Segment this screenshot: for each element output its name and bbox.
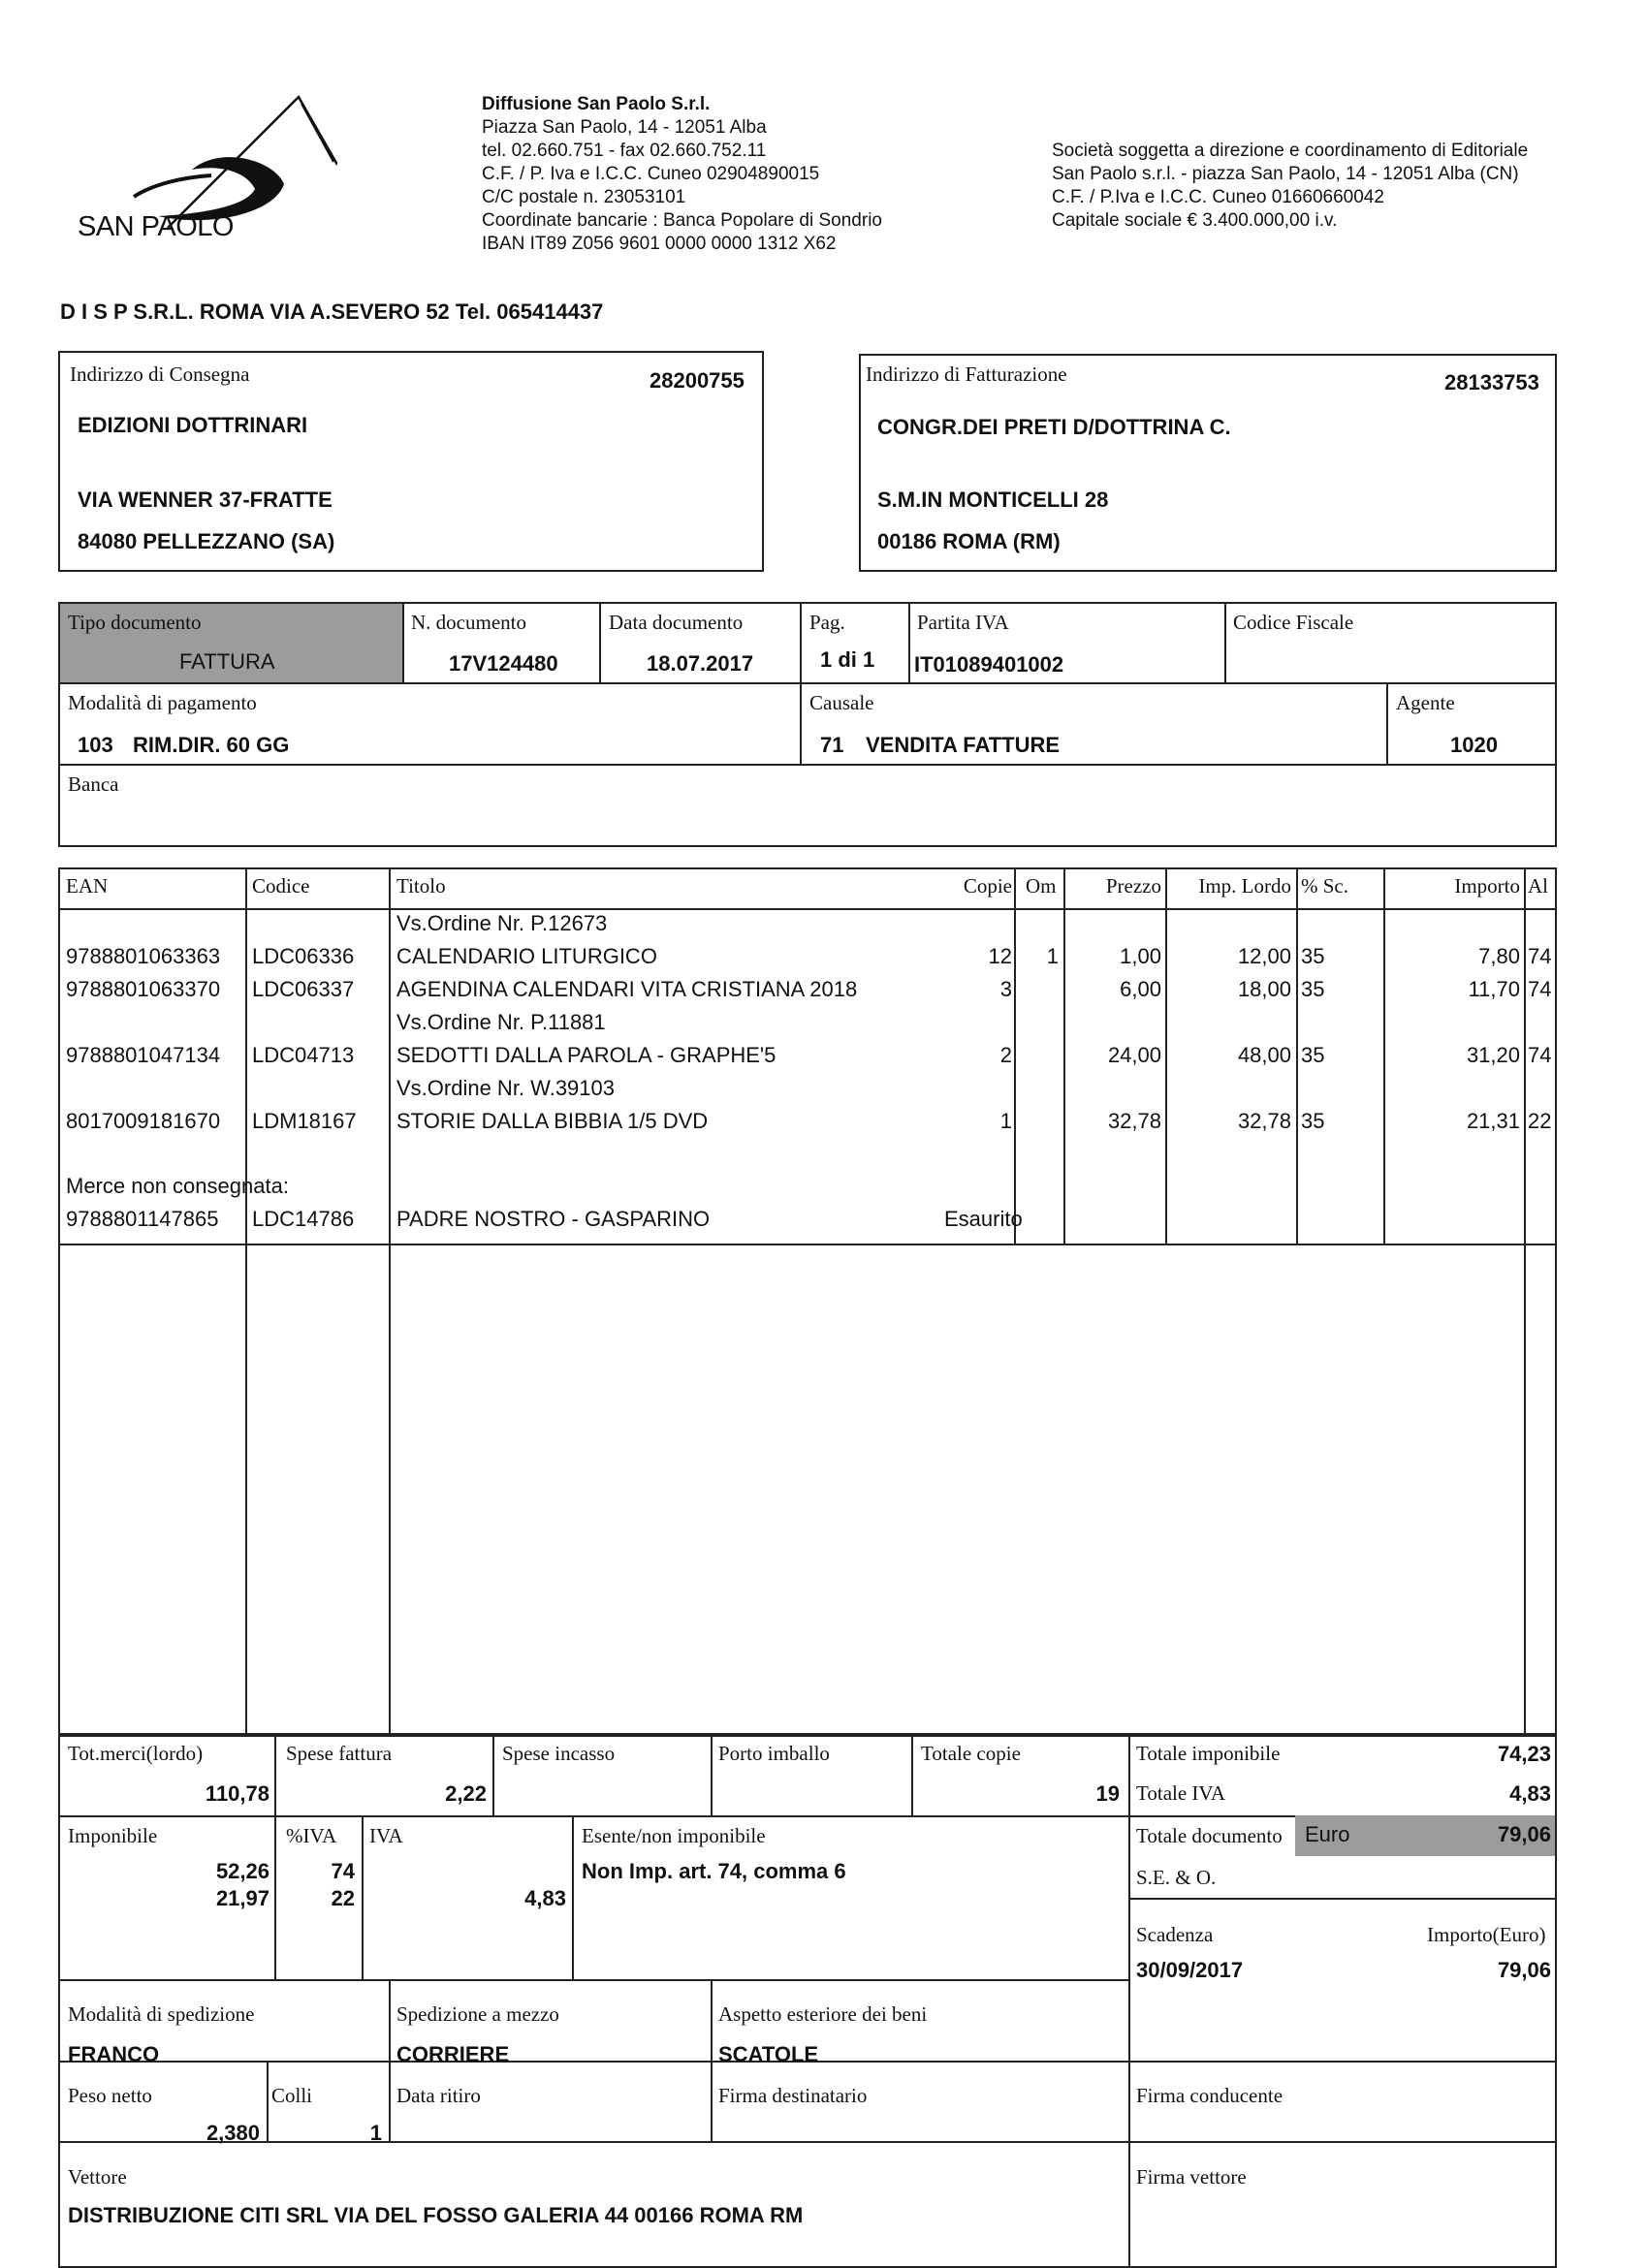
gross-total-value: 110,78	[205, 1781, 269, 1806]
cell-ean: 9788801063363	[66, 944, 221, 968]
exempt-label: Esente/non imponibile	[582, 1824, 766, 1847]
gross-total-label: Tot.merci(lordo)	[68, 1742, 204, 1765]
cell-gross: 18,00	[1237, 977, 1291, 1001]
header-gross: Imp. Lordo	[1198, 874, 1291, 898]
header-al: Al	[1528, 874, 1548, 898]
cell-disc: 35	[1301, 1109, 1325, 1133]
cell-title: Vs.Ordine Nr. W.39103	[396, 1076, 615, 1100]
packages-label: Colli	[271, 2084, 313, 2107]
group-line: C.F. / P.Iva e I.C.C. Cuneo 01660660042	[1052, 187, 1384, 207]
logo-text: SAN PAOLO	[78, 211, 234, 242]
cell-copies: 12	[988, 944, 1012, 968]
cell-title: AGENDINA CALENDARI VITA CRISTIANA 2018	[396, 977, 858, 1001]
cell-ean: 9788801047134	[66, 1043, 221, 1067]
shipping-mode-label: Modalità di spedizione	[68, 2002, 255, 2026]
shipping-via-label: Spedizione a mezzo	[396, 2002, 559, 2026]
vat-total-value: 4,83	[1509, 1781, 1551, 1806]
cell-copies: 1	[999, 1109, 1012, 1133]
header-code: Codice	[252, 874, 310, 898]
bank-label: Banca	[68, 772, 119, 796]
cell-price: 6,00	[1120, 977, 1161, 1001]
billing-label: Indirizzo di Fatturazione	[866, 362, 1067, 386]
page-label: Pag.	[809, 611, 845, 634]
currency-label: Euro	[1305, 1822, 1350, 1846]
cell-code: LDC04713	[252, 1043, 355, 1067]
carrier-value: DISTRIBUZIONE CITI SRL VIA DEL FOSSO GALERIA 44 00166 ROMA RM	[68, 2203, 804, 2227]
cell-al: 22	[1528, 1109, 1552, 1133]
due-date-value: 30/09/2017	[1136, 1958, 1244, 1982]
cell-disc: 35	[1301, 1043, 1325, 1067]
doc-date-value: 18.07.2017	[647, 651, 754, 676]
group-line: Società soggetta a direzione e coordinamento di Editoriale	[1052, 141, 1529, 161]
carrier-signature-label: Firma vettore	[1136, 2165, 1247, 2189]
company-line: C.F. / P. Iva e I.C.C. Cuneo 02904890015	[482, 164, 820, 184]
delivery-label: Indirizzo di Consegna	[70, 362, 250, 386]
cause-label: Causale	[809, 691, 874, 714]
recipient-signature-label: Firma destinatario	[718, 2084, 868, 2107]
company-line: Piazza San Paolo, 14 - 12051 Alba	[482, 117, 767, 138]
cell-title: STORIE DALLA BIBBIA 1/5 DVD	[396, 1109, 709, 1133]
due-amount-value: 79,06	[1497, 1958, 1551, 1982]
company-name: Diffusione San Paolo S.r.l.	[482, 94, 711, 114]
header-title: Titolo	[396, 874, 446, 898]
company-line: C/C postale n. 23053101	[482, 187, 686, 207]
cause-code: 71	[820, 733, 844, 757]
cell-amount: 11,70	[1468, 977, 1520, 1001]
cell-copies: 2	[999, 1043, 1012, 1067]
header-om: Om	[1026, 874, 1057, 898]
agent-value: 1020	[1450, 733, 1498, 757]
taxable-total-value: 74,23	[1497, 1742, 1551, 1766]
vat-number-value: IT01089401002	[914, 652, 1064, 677]
cell-disc: 35	[1301, 944, 1325, 968]
shipping-via-value: CORRIERE	[396, 2042, 510, 2066]
header-discount: % Sc.	[1301, 874, 1348, 898]
cell-ean: 8017009181670	[66, 1109, 221, 1133]
packing-label: Porto imballo	[718, 1742, 830, 1765]
document-total-label: Totale documento	[1136, 1824, 1283, 1847]
goods-aspect-label: Aspetto esteriore dei beni	[718, 2002, 928, 2026]
vat-percent-label: %IVA	[286, 1824, 337, 1847]
sender-line: D I S P S.R.L. ROMA VIA A.SEVERO 52 Tel. 065414437	[60, 299, 604, 324]
document-total-value: 79,06	[1497, 1822, 1551, 1846]
fiscal-code-label: Codice Fiscale	[1233, 611, 1354, 634]
company-block	[482, 93, 882, 256]
vat-percent-2: 22	[331, 1886, 355, 1910]
billing-city: 00186 ROMA (RM)	[877, 529, 1061, 553]
net-weight-value: 2,380	[206, 2121, 260, 2145]
payment-code: 103	[78, 733, 113, 757]
cell-code: LDC06337	[252, 977, 355, 1001]
delivery-code: 28200755	[650, 368, 745, 393]
undelivered-title: PADRE NOSTRO - GASPARINO	[396, 1207, 711, 1231]
header-price: Prezzo	[1105, 874, 1161, 898]
undelivered-label: Merce non consegnata:	[66, 1174, 289, 1198]
payment-value: RIM.DIR. 60 GG	[133, 733, 290, 757]
cell-disc: 35	[1301, 977, 1325, 1001]
header-amount: Importo	[1454, 874, 1520, 898]
taxable-value-1: 52,26	[215, 1859, 269, 1883]
company-line: tel. 02.660.751 - fax 02.660.752.11	[482, 141, 767, 161]
cause-value: VENDITA FATTURE	[866, 733, 1061, 757]
shipping-mode-value: FRANCO	[68, 2042, 160, 2066]
page-value: 1 di 1	[820, 647, 875, 672]
payment-label: Modalità di pagamento	[68, 691, 257, 714]
cell-title: SEDOTTI DALLA PAROLA - GRAPHE'5	[396, 1043, 776, 1067]
vat-percent-1: 74	[331, 1859, 355, 1883]
packages-value: 1	[369, 2121, 382, 2145]
cell-om: 1	[1046, 944, 1059, 968]
cell-gross: 32,78	[1237, 1109, 1291, 1133]
cell-copies: 3	[999, 977, 1012, 1001]
cell-title: Vs.Ordine Nr. P.11881	[396, 1010, 606, 1034]
goods-aspect-value: SCATOLE	[718, 2042, 819, 2066]
undelivered-code: LDC14786	[252, 1207, 355, 1231]
cell-title: Vs.Ordine Nr. P.12673	[396, 911, 608, 935]
cell-al: 74	[1528, 944, 1552, 968]
cell-ean: 9788801063370	[66, 977, 221, 1001]
cell-price: 32,78	[1107, 1109, 1161, 1133]
taxable-total-label: Totale imponibile	[1136, 1742, 1281, 1765]
driver-signature-label: Firma conducente	[1136, 2084, 1284, 2107]
undelivered-status: Esaurito	[944, 1207, 1023, 1231]
header-ean: EAN	[66, 874, 109, 898]
undelivered-ean: 9788801147865	[66, 1207, 219, 1231]
taxable-label: Imponibile	[68, 1824, 158, 1847]
cell-amount: 7,80	[1478, 944, 1520, 968]
cell-amount: 21,31	[1466, 1109, 1520, 1133]
collection-fee-label: Spese incasso	[502, 1742, 616, 1765]
due-date-label: Scadenza	[1136, 1923, 1214, 1946]
group-block	[1052, 140, 1528, 233]
vat-label: IVA	[369, 1824, 403, 1847]
cell-al: 74	[1528, 1043, 1552, 1067]
delivery-name: EDIZIONI DOTTRINARI	[78, 413, 308, 437]
vat-total-label: Totale IVA	[1136, 1781, 1226, 1805]
doc-number-value: 17V124480	[449, 651, 558, 676]
total-copies-label: Totale copie	[921, 1742, 1021, 1765]
cell-amount: 31,20	[1466, 1043, 1520, 1067]
vat-number-label: Partita IVA	[917, 611, 1009, 634]
seo-label: S.E. & O.	[1136, 1866, 1217, 1889]
doc-date-label: Data documento	[609, 611, 744, 634]
net-weight-label: Peso netto	[68, 2084, 152, 2107]
cell-al: 74	[1528, 977, 1552, 1001]
invoice-fee-value: 2,22	[445, 1781, 487, 1806]
cell-code: LDC06336	[252, 944, 355, 968]
doc-type-label: Tipo documento	[68, 611, 202, 634]
billing-name: CONGR.DEI PRETI D/DOTTRINA C.	[877, 415, 1231, 439]
invoice-fee-label: Spese fattura	[286, 1742, 393, 1765]
taxable-value-2: 21,97	[215, 1886, 269, 1910]
doc-type-value: FATTURA	[179, 649, 275, 674]
cell-gross: 12,00	[1237, 944, 1291, 968]
group-line: Capitale sociale € 3.400.000,00 i.v.	[1052, 210, 1338, 231]
exempt-value: Non Imp. art. 74, comma 6	[582, 1859, 846, 1883]
cell-price: 1,00	[1120, 944, 1161, 968]
billing-code: 28133753	[1444, 370, 1539, 394]
total-copies-value: 19	[1095, 1781, 1120, 1806]
delivery-street: VIA WENNER 37-FRATTE	[78, 488, 333, 512]
company-line: IBAN IT89 Z056 9601 0000 0000 1312 X62	[482, 234, 837, 254]
group-line: San Paolo s.r.l. - piazza San Paolo, 14 - 12051 Alba (CN)	[1052, 164, 1519, 184]
cell-code: LDM18167	[252, 1109, 357, 1133]
agent-label: Agente	[1396, 691, 1455, 714]
cell-title: CALENDARIO LITURGICO	[396, 944, 657, 968]
cell-price: 24,00	[1107, 1043, 1161, 1067]
company-line: Coordinate bancarie : Banca Popolare di Sondrio	[482, 210, 882, 231]
pickup-date-label: Data ritiro	[396, 2084, 481, 2107]
header-copies: Copie	[963, 874, 1012, 898]
doc-number-label: N. documento	[411, 611, 526, 634]
vat-value: 4,83	[524, 1886, 566, 1910]
billing-street: S.M.IN MONTICELLI 28	[877, 488, 1109, 512]
carrier-label: Vettore	[68, 2165, 127, 2189]
delivery-city: 84080 PELLEZZANO (SA)	[78, 529, 335, 553]
due-amount-label: Importo(Euro)	[1427, 1923, 1546, 1946]
cell-gross: 48,00	[1237, 1043, 1291, 1067]
